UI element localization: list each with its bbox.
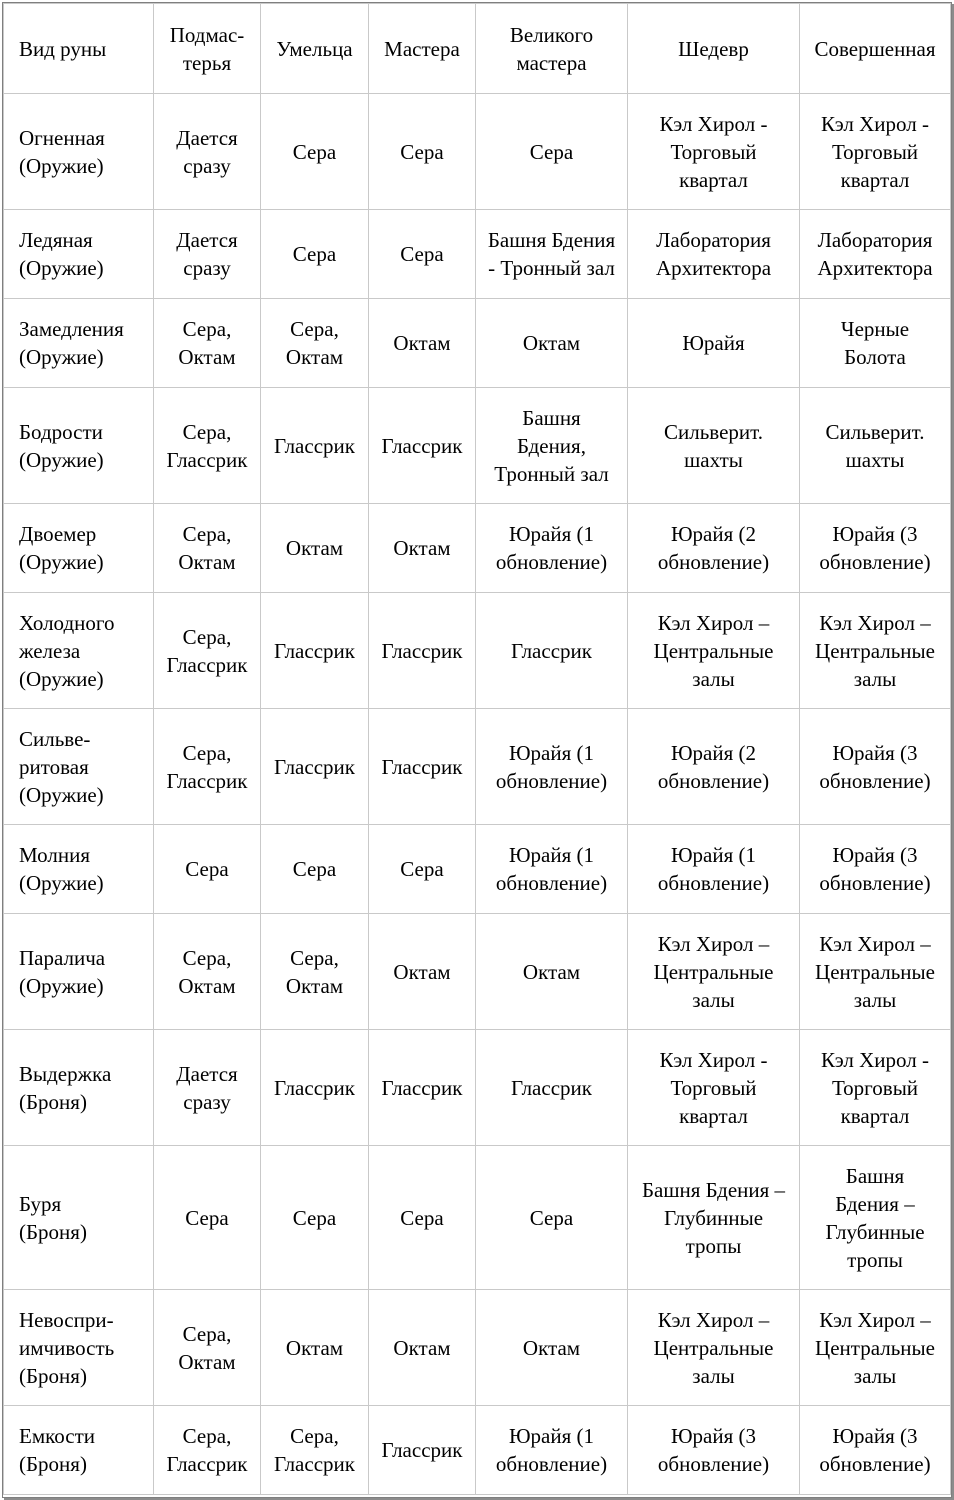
- apprentice-cell: Сера, Октам: [154, 1290, 261, 1406]
- table-row: [4, 1406, 951, 1495]
- paragon-cell: Кэл Хирол - Торговый квартал: [800, 1030, 951, 1146]
- header-cell-masterpiece: Шедевр: [628, 4, 800, 94]
- header-cell-apprentice: Подмас- терья: [154, 4, 261, 94]
- table-row: [4, 593, 951, 709]
- grandmaster-cell: Глассрик: [476, 593, 628, 709]
- master-cell: Сера: [369, 210, 476, 299]
- master-cell: Октам: [369, 299, 476, 388]
- grandmaster-cell: Юрайя (1 обновление): [476, 504, 628, 593]
- rune-type-cell: Огненная (Оружие): [4, 94, 154, 210]
- apprentice-cell: Сера, Октам: [154, 299, 261, 388]
- table-row: [4, 709, 951, 825]
- master-cell: Глассрик: [369, 1030, 476, 1146]
- table-row: [4, 1030, 951, 1146]
- journeyman-cell: Глассрик: [261, 388, 369, 504]
- table-row: [4, 210, 951, 299]
- paragon-cell: Юрайя (3 обновление): [800, 1406, 951, 1495]
- rune-type-cell: Паралича (Оружие): [4, 914, 154, 1030]
- rune-type-cell: Ледяная (Оружие): [4, 210, 154, 299]
- master-cell: Глассрик: [369, 593, 476, 709]
- table-row: [4, 94, 951, 210]
- rune-type-cell: Холодного железа (Оружие): [4, 593, 154, 709]
- paragon-cell: Юрайя (3 обновление): [800, 825, 951, 914]
- table-row: [4, 914, 951, 1030]
- rune-type-cell: Двоемер (Оружие): [4, 504, 154, 593]
- journeyman-cell: Сера: [261, 94, 369, 210]
- masterpiece-cell: Кэл Хирол – Центральные залы: [628, 1290, 800, 1406]
- journeyman-cell: Октам: [261, 504, 369, 593]
- master-cell: Глассрик: [369, 709, 476, 825]
- masterpiece-cell: Кэл Хирол – Центральные залы: [628, 914, 800, 1030]
- journeyman-cell: Глассрик: [261, 1030, 369, 1146]
- masterpiece-cell: Юрайя: [628, 299, 800, 388]
- paragon-cell: Юрайя (3 обновление): [800, 504, 951, 593]
- paragon-cell: Юрайя (3 обновление): [800, 709, 951, 825]
- apprentice-cell: Дается сразу: [154, 210, 261, 299]
- paragon-cell: Сильверит. шахты: [800, 388, 951, 504]
- master-cell: Глассрик: [369, 1406, 476, 1495]
- grandmaster-cell: Октам: [476, 299, 628, 388]
- grandmaster-cell: Башня Бдения, Тронный зал: [476, 388, 628, 504]
- grandmaster-cell: Октам: [476, 914, 628, 1030]
- grandmaster-cell: Башня Бдения - Тронный зал: [476, 210, 628, 299]
- rune-type-cell: Молния (Оружие): [4, 825, 154, 914]
- masterpiece-cell: Лаборатория Архитектора: [628, 210, 800, 299]
- master-cell: Октам: [369, 914, 476, 1030]
- master-cell: Глассрик: [369, 388, 476, 504]
- grandmaster-cell: Юрайя (1 обновление): [476, 1406, 628, 1495]
- paragon-cell: Черные Болота: [800, 299, 951, 388]
- paragon-cell: Лаборатория Архитектора: [800, 210, 951, 299]
- apprentice-cell: Сера, Октам: [154, 914, 261, 1030]
- header-cell-rune-type: Вид руны: [4, 4, 154, 94]
- header-row: [4, 4, 951, 94]
- grandmaster-cell: Октам: [476, 1290, 628, 1406]
- journeyman-cell: Сера, Октам: [261, 914, 369, 1030]
- masterpiece-cell: Кэл Хирол - Торговый квартал: [628, 94, 800, 210]
- paragon-cell: Кэл Хирол - Торговый квартал: [800, 94, 951, 210]
- journeyman-cell: Сера, Глассрик: [261, 1406, 369, 1495]
- table-body: [4, 94, 951, 1495]
- master-cell: Сера: [369, 1146, 476, 1290]
- masterpiece-cell: Юрайя (3 обновление): [628, 1406, 800, 1495]
- table-row: [4, 1290, 951, 1406]
- grandmaster-cell: Юрайя (1 обновление): [476, 825, 628, 914]
- paragon-cell: Башня Бдения – Глубинные тропы: [800, 1146, 951, 1290]
- table-row: [4, 1146, 951, 1290]
- header-cell-paragon: Совершенная: [800, 4, 951, 94]
- paragon-cell: Кэл Хирол – Центральные залы: [800, 593, 951, 709]
- apprentice-cell: Сера, Глассрик: [154, 709, 261, 825]
- apprentice-cell: Сера, Октам: [154, 504, 261, 593]
- table-row: [4, 388, 951, 504]
- masterpiece-cell: Кэл Хирол - Торговый квартал: [628, 1030, 800, 1146]
- apprentice-cell: Дается сразу: [154, 94, 261, 210]
- table-row: [4, 504, 951, 593]
- apprentice-cell: Сера, Глассрик: [154, 1406, 261, 1495]
- masterpiece-cell: Башня Бдения – Глубинные тропы: [628, 1146, 800, 1290]
- journeyman-cell: Сера: [261, 210, 369, 299]
- journeyman-cell: Сера: [261, 1146, 369, 1290]
- header-cell-journeyman: Умельца: [261, 4, 369, 94]
- masterpiece-cell: Юрайя (1 обновление): [628, 825, 800, 914]
- rune-type-cell: Бодрости (Оружие): [4, 388, 154, 504]
- rune-type-cell: Сильве- ритовая (Оружие): [4, 709, 154, 825]
- paragon-cell: Кэл Хирол – Центральные залы: [800, 1290, 951, 1406]
- apprentice-cell: Дается сразу: [154, 1030, 261, 1146]
- paragon-cell: Кэл Хирол – Центральные залы: [800, 914, 951, 1030]
- journeyman-cell: Сера: [261, 825, 369, 914]
- table-row: [4, 299, 951, 388]
- rune-type-cell: Невоспри- имчивость (Броня): [4, 1290, 154, 1406]
- header-cell-master: Мастера: [369, 4, 476, 94]
- apprentice-cell: Сера: [154, 825, 261, 914]
- apprentice-cell: Сера, Глассрик: [154, 593, 261, 709]
- masterpiece-cell: Юрайя (2 обновление): [628, 709, 800, 825]
- master-cell: Октам: [369, 504, 476, 593]
- apprentice-cell: Сера, Глассрик: [154, 388, 261, 504]
- grandmaster-cell: Сера: [476, 1146, 628, 1290]
- masterpiece-cell: Сильверит. шахты: [628, 388, 800, 504]
- grandmaster-cell: Сера: [476, 94, 628, 210]
- master-cell: Сера: [369, 94, 476, 210]
- master-cell: Октам: [369, 1290, 476, 1406]
- rune-type-cell: Выдержка (Броня): [4, 1030, 154, 1146]
- masterpiece-cell: Кэл Хирол – Центральные залы: [628, 593, 800, 709]
- grandmaster-cell: Глассрик: [476, 1030, 628, 1146]
- table-row: [4, 825, 951, 914]
- rune-type-cell: Замедления (Оружие): [4, 299, 154, 388]
- rune-type-cell: Емкости (Броня): [4, 1406, 154, 1495]
- apprentice-cell: Сера: [154, 1146, 261, 1290]
- journeyman-cell: Сера, Октам: [261, 299, 369, 388]
- master-cell: Сера: [369, 825, 476, 914]
- rune-table: [3, 3, 951, 1495]
- journeyman-cell: Глассрик: [261, 709, 369, 825]
- masterpiece-cell: Юрайя (2 обновление): [628, 504, 800, 593]
- journeyman-cell: Октам: [261, 1290, 369, 1406]
- rune-type-cell: Буря (Броня): [4, 1146, 154, 1290]
- header-cell-grandmaster: Великого мастера: [476, 4, 628, 94]
- grandmaster-cell: Юрайя (1 обновление): [476, 709, 628, 825]
- journeyman-cell: Глассрик: [261, 593, 369, 709]
